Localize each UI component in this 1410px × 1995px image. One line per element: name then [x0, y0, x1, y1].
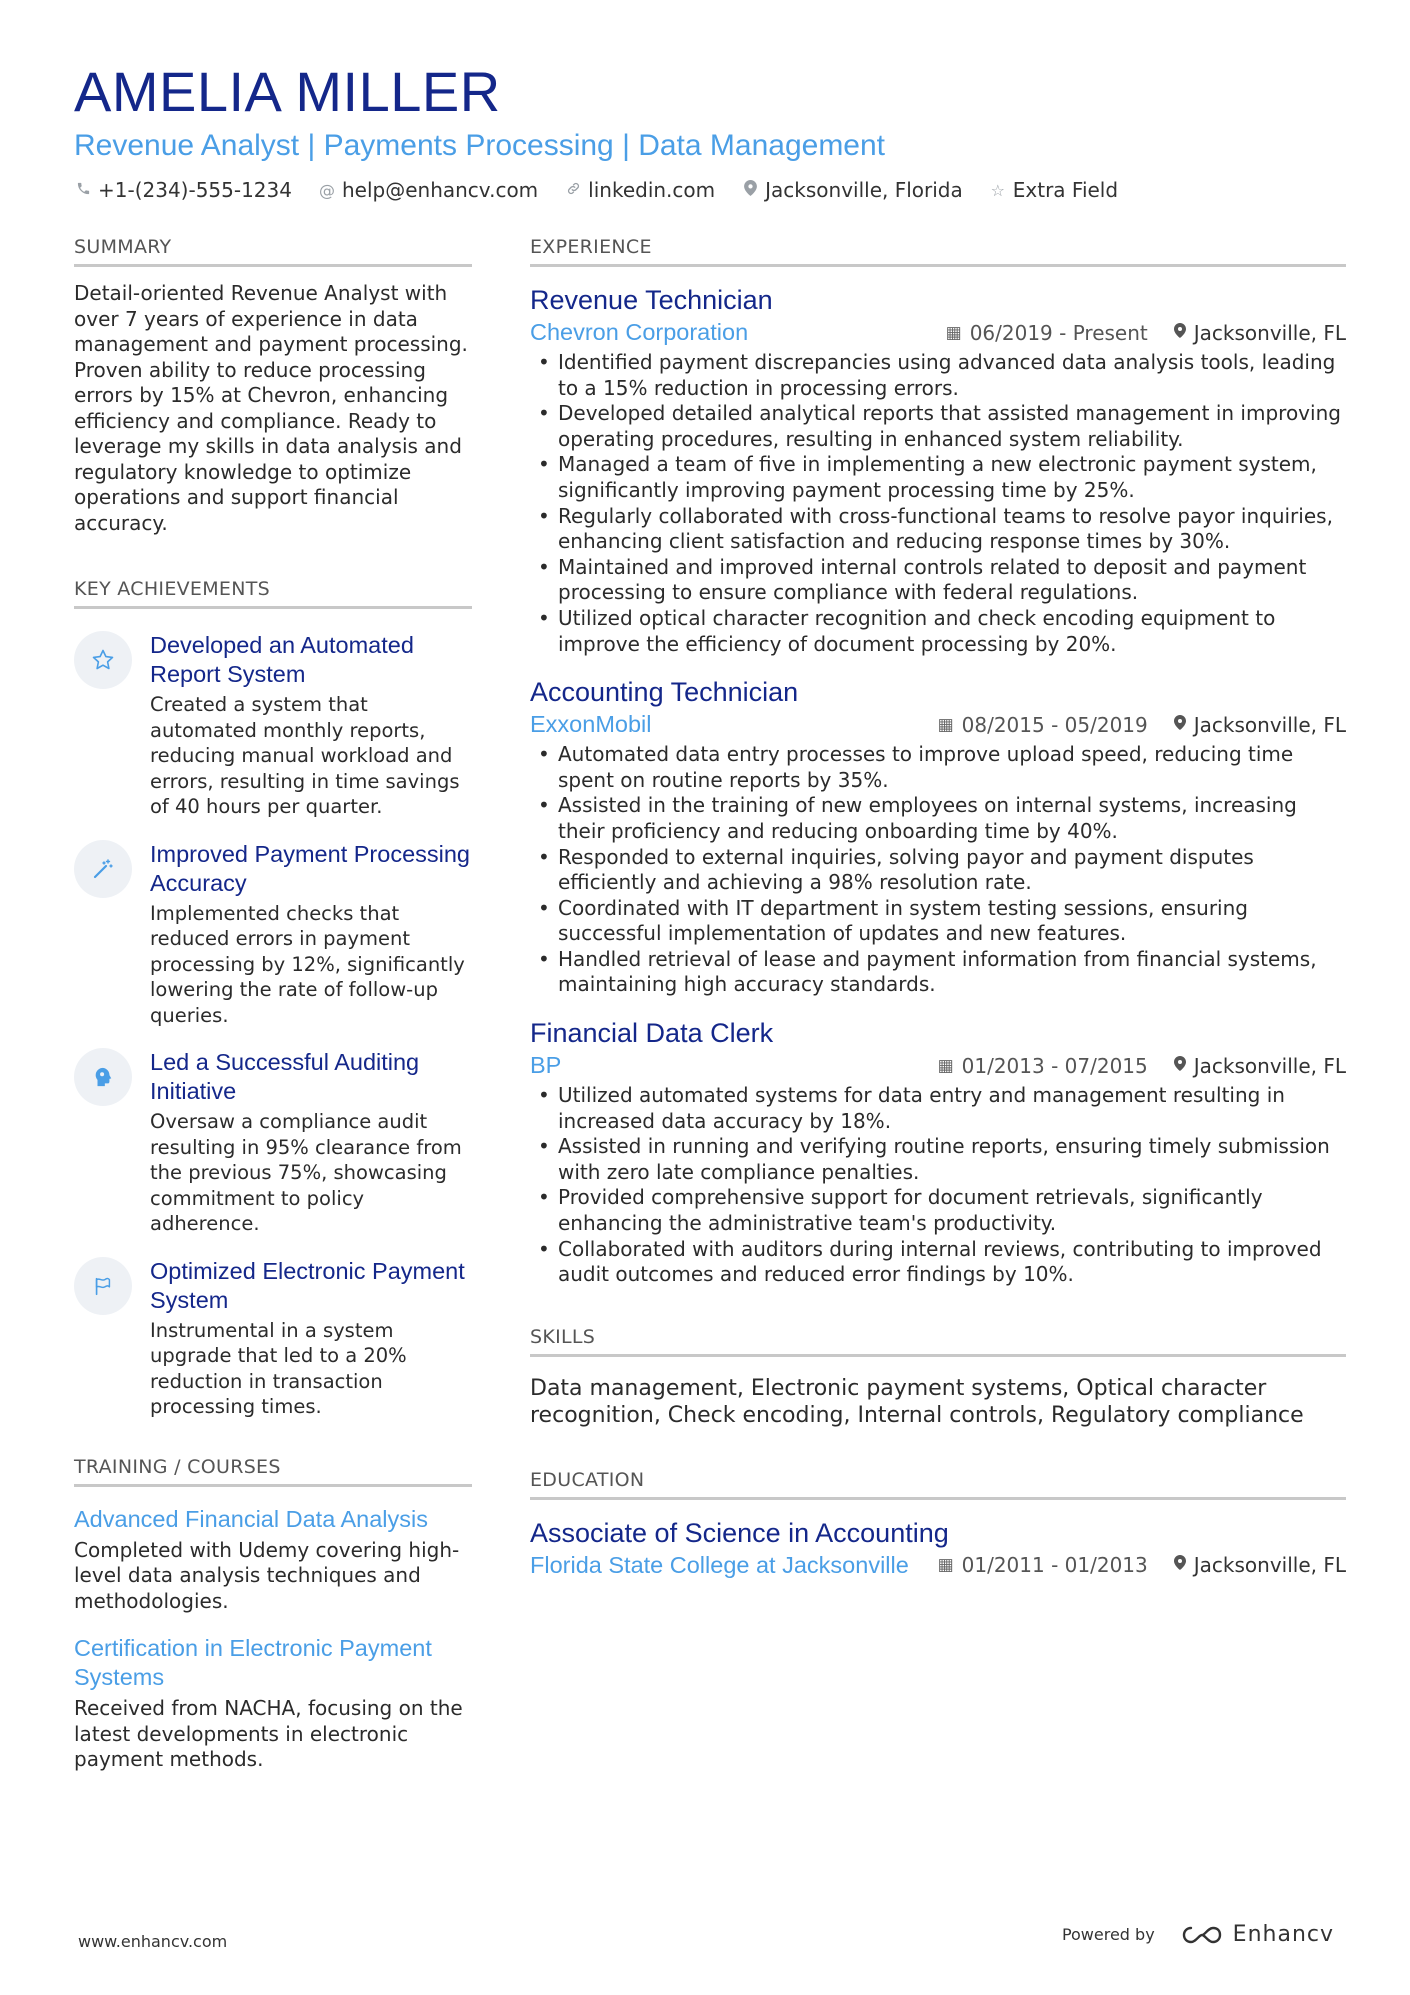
- course-desc: Received from NACHA, focusing on the latest developments in electronic payment methods.: [74, 1696, 463, 1771]
- contact-location-text: Jacksonville, Florida: [765, 178, 963, 202]
- company-name: ExxonMobil: [530, 711, 652, 738]
- head-icon: [74, 1048, 132, 1106]
- brand-logo[interactable]: [1179, 1922, 1334, 1947]
- infinity-logo-icon: [1179, 1923, 1225, 1947]
- school-name: Florida State College at Jacksonville: [530, 1551, 909, 1578]
- achievement-title: Improved Payment Processing Accuracy: [150, 840, 471, 896]
- bullet-item: • Utilized optical character recognition and check encoding equipment to improve the efficiency of document processing by 20%.: [530, 606, 1346, 657]
- job-dates: 08/2015 - 05/2019: [961, 712, 1148, 737]
- calendar-icon: ▦: [937, 714, 954, 735]
- footer-branding: [1062, 1922, 1334, 1947]
- phone-icon: [74, 181, 92, 200]
- bullet-item: • Utilized automated systems for data entry and management resulting in increased data accuracy by 18%.: [530, 1083, 1346, 1134]
- headline: Revenue Analyst | Payments Processing | Data Management: [74, 129, 886, 162]
- skills-section: [530, 1326, 1346, 1429]
- achievements-heading: KEY ACHIEVEMENTS: [74, 578, 472, 609]
- calendar-icon: ▦: [945, 322, 962, 343]
- course-item: [74, 1634, 472, 1773]
- job-bullets: [530, 1083, 1346, 1288]
- contact-location: [741, 178, 963, 202]
- job-location: Jacksonville, FL: [1193, 1053, 1346, 1078]
- location-icon: [1174, 1555, 1186, 1575]
- experience-section: [530, 236, 1346, 1288]
- education-dates: 01/2011 - 01/2013: [961, 1553, 1148, 1578]
- job-dates: 01/2013 - 07/2015: [961, 1053, 1148, 1078]
- brand-name: Enhancv: [1232, 1922, 1334, 1947]
- contact-extra: [989, 178, 1118, 202]
- experience-heading: EXPERIENCE: [530, 236, 1346, 267]
- training-section: [74, 1456, 472, 1773]
- bullet-item: • Regularly collaborated with cross-functional teams to resolve payor inquiries, enhancing client satisfaction and reducing response times by 30%.: [530, 504, 1346, 555]
- course-desc: Completed with Udemy covering high-level data analysis techniques and methodologies.: [74, 1537, 460, 1613]
- company-name: BP: [530, 1052, 562, 1079]
- course-item: [74, 1505, 472, 1615]
- bullet-item: • Collaborated with auditors during internal reviews, contributing to improved audit outcomes and reduced error findings by 10%.: [530, 1237, 1346, 1288]
- degree-title: Associate of Science in Accounting: [530, 1517, 949, 1548]
- contact-email[interactable]: [318, 178, 538, 202]
- achievement-desc: Oversaw a compliance audit resulting in 95% clearance from the previous 75%, showcasing commitment to policy adherence.: [150, 1110, 462, 1235]
- achievement-item: [74, 1048, 472, 1237]
- job-entry: [530, 283, 1346, 657]
- right-column: [530, 236, 1346, 1583]
- contact-linkedin-text: linkedin.com: [588, 178, 716, 202]
- summary-text: Detail-oriented Revenue Analyst with over 7 years of experience in data management and payment processing. Proven ability to reduce processing errors by 15% at Chevron, enhancing efficiency and compliance. Ready to leverage my skills in data analysis and regulatory knowledge to optimize operations and support financial accuracy.: [74, 281, 468, 535]
- link-icon: [564, 181, 582, 200]
- job-bullets: [530, 350, 1346, 657]
- job-bullets: [530, 742, 1346, 998]
- achievement-item: [74, 631, 472, 820]
- contact-email-text: help@enhancv.com: [341, 178, 539, 202]
- skills-text: Data management, Electronic payment systems, Optical character recognition, Check encoding, Internal controls, Regulatory compliance: [530, 1375, 1304, 1428]
- contact-phone-text: +1-(234)-555-1234: [98, 178, 292, 202]
- bullet-item: • Automated data entry processes to improve upload speed, reducing time spent on routine reports by 35%.: [530, 742, 1346, 793]
- job-dates: 06/2019 - Present: [969, 320, 1148, 345]
- powered-by-label: Powered by: [1061, 1925, 1155, 1944]
- education-section: [530, 1469, 1346, 1579]
- job-title: Accounting Technician: [530, 677, 799, 708]
- at-icon: @: [318, 180, 335, 200]
- course-title: Certification in Electronic Payment Systems: [74, 1635, 432, 1690]
- achievements-section: [74, 578, 472, 1420]
- job-title: Revenue Technician: [530, 285, 773, 315]
- job-entry: [530, 675, 1346, 998]
- contact-extra-text: Extra Field: [1012, 178, 1119, 202]
- calendar-icon: ▦: [937, 1555, 954, 1576]
- bullet-item: • Provided comprehensive support for document retrievals, significantly enhancing the administrative team's productivity.: [530, 1185, 1346, 1236]
- location-icon: [741, 180, 759, 200]
- skills-heading: SKILLS: [530, 1326, 1346, 1357]
- left-column: [74, 236, 472, 1793]
- achievement-desc: Created a system that automated monthly reports, reducing manual workload and errors, resulting in time savings of 40 hours per quarter.: [150, 693, 460, 818]
- bullet-item: • Coordinated with IT department in system testing sessions, ensuring successful implementation of updates and new features.: [530, 896, 1346, 947]
- job-entry: [530, 1016, 1346, 1288]
- location-icon: [1174, 323, 1186, 343]
- company-name: Chevron Corporation: [530, 319, 749, 345]
- education-heading: EDUCATION: [530, 1469, 1346, 1500]
- calendar-icon: ▦: [937, 1055, 954, 1076]
- achievement-title: Led a Successful Auditing Initiative: [150, 1049, 420, 1104]
- bullet-item: • Assisted in running and verifying routine reports, ensuring timely submission with zero late compliance penalties.: [530, 1134, 1346, 1185]
- star-icon: ☆: [990, 180, 1005, 200]
- contact-phone[interactable]: [74, 178, 292, 202]
- achievement-desc: Instrumental in a system upgrade that led to a 20% reduction in transaction processing times.: [150, 1318, 407, 1418]
- contact-bar: [74, 178, 1344, 202]
- achievement-title: Optimized Electronic Payment System: [150, 1257, 465, 1313]
- star-icon: [74, 631, 132, 689]
- training-heading: TRAINING / COURSES: [74, 1456, 472, 1487]
- summary-heading: SUMMARY: [74, 236, 472, 267]
- location-icon: [1174, 715, 1186, 735]
- bullet-item: • Assisted in the training of new employees on internal systems, increasing their proficiency and reducing onboarding time by 40%.: [530, 793, 1346, 844]
- education-location: Jacksonville, FL: [1193, 1553, 1346, 1578]
- bullet-item: • Handled retrieval of lease and payment information from financial systems, maintaining high accuracy standards.: [530, 947, 1346, 998]
- contact-linkedin[interactable]: [564, 178, 715, 202]
- job-location: Jacksonville, FL: [1193, 712, 1346, 737]
- bullet-item: • Responded to external inquiries, solving payor and payment disputes efficiently and achieving a 98% resolution rate.: [530, 845, 1346, 896]
- magic-wand-icon: [74, 840, 132, 898]
- bullet-item: • Identified payment discrepancies using advanced data analysis tools, leading to a 15% reduction in processing errors.: [530, 350, 1346, 401]
- bullet-item: • Managed a team of five in implementing a new electronic payment system, significantly improving payment processing time by 25%.: [530, 452, 1346, 503]
- achievement-item: [74, 1257, 472, 1420]
- course-title: Advanced Financial Data Analysis: [74, 1505, 429, 1532]
- job-title: Financial Data Clerk: [530, 1018, 774, 1049]
- summary-section: [74, 236, 472, 536]
- footer-website[interactable]: www.enhancv.com: [78, 1932, 228, 1951]
- location-icon: [1174, 1056, 1186, 1076]
- resume-header: [74, 60, 1344, 202]
- achievement-item: [74, 840, 472, 1029]
- achievement-title: Developed an Automated Report System: [150, 632, 414, 687]
- job-location: Jacksonville, FL: [1193, 320, 1346, 345]
- bullet-item: • Maintained and improved internal controls related to deposit and payment processing to ensure compliance with federal regulations.: [530, 555, 1346, 606]
- achievement-desc: Implemented checks that reduced errors in payment processing by 12%, significantly lowering the rate of follow-up queries.: [150, 901, 465, 1027]
- bullet-item: • Developed detailed analytical reports that assisted management in improving operating procedures, resulting in enhanced system reliability.: [530, 401, 1346, 452]
- candidate-name: AMELIA MILLER: [74, 60, 501, 123]
- flag-icon: [74, 1257, 132, 1315]
